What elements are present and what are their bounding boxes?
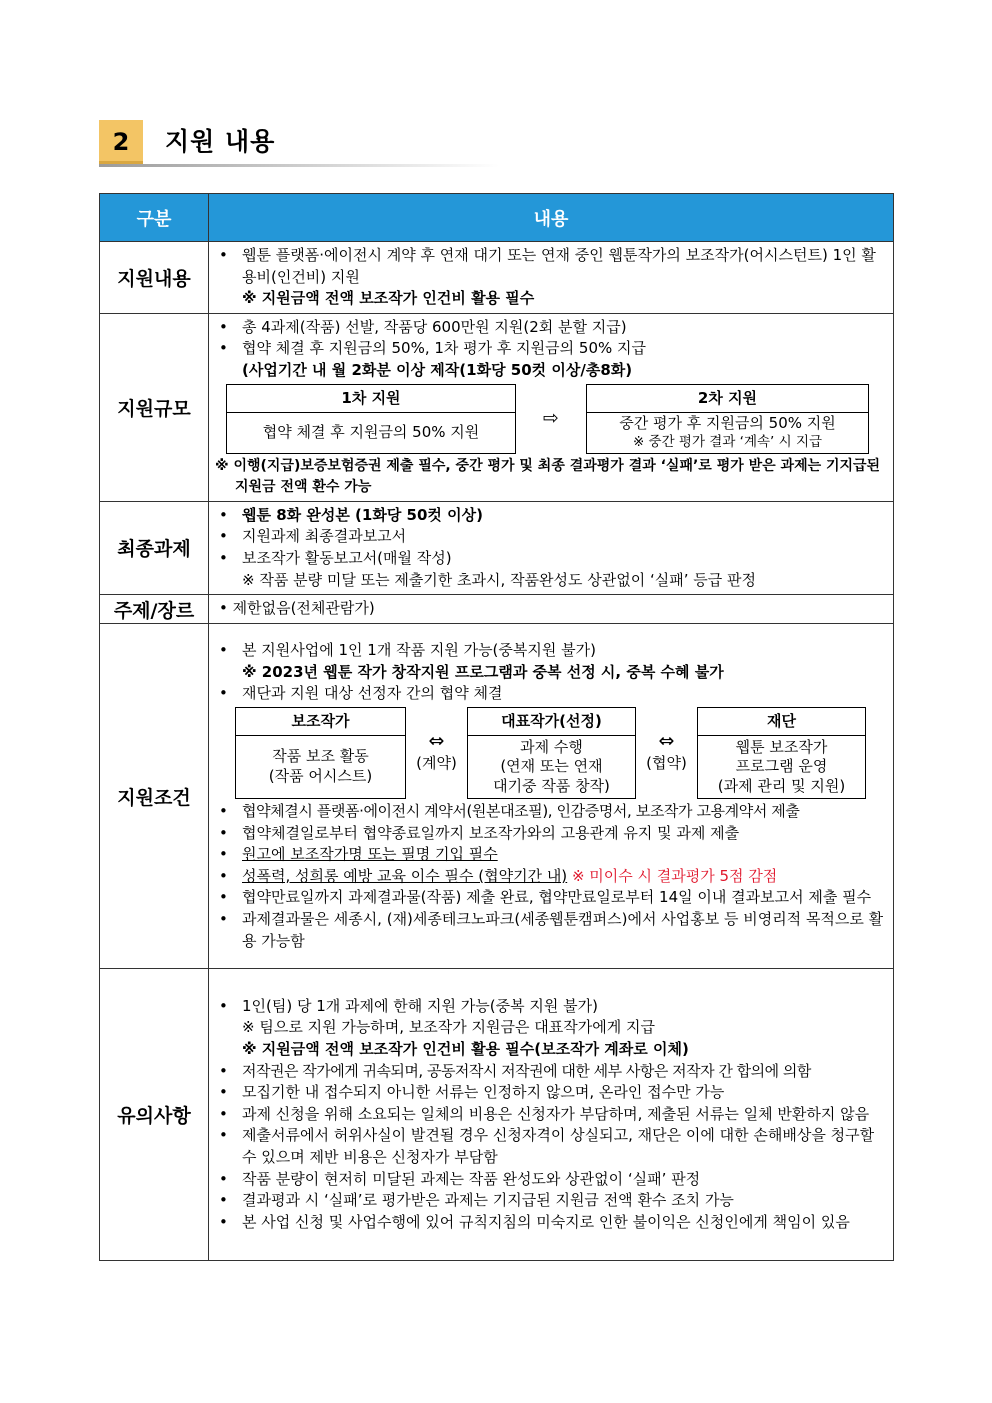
category-conditions: 지원조건 xyxy=(100,624,209,969)
list-item: • 협약체결시 플랫폼·에이전시 계약서(원본대조필), 인감증명서, 보조작가 고용계약서 제출 xyxy=(219,801,800,820)
agreement-label: (협약) xyxy=(646,753,687,772)
foundation-box: 재단 웹툰 보조작가 프로그램 운영 (과제 관리 및 지원) xyxy=(697,707,866,799)
contract-label: (계약) xyxy=(416,753,457,772)
row-final-task xyxy=(100,501,894,594)
table-header-row xyxy=(100,194,894,242)
box-title: 1차 지원 xyxy=(227,385,515,413)
box-title: 보조작가 xyxy=(236,708,405,736)
list-item: • 협약 체결 후 지원금의 50%, 1차 평가 후 지원금의 50% 지급 xyxy=(219,339,646,358)
list-item: • 웹툰 8화 완성본 (1화당 50컷 이상) xyxy=(219,505,483,524)
list-item: • 보조작가 활동보고서(매월 작성) xyxy=(219,548,452,567)
list-item: • 성폭력, 성희롱 예방 교육 이수 필수 (협약기간 내) ※ 미이수 시 결과평가 5점 감점 xyxy=(219,866,778,885)
content-theme xyxy=(209,595,894,624)
sub-note: (사업기간 내 월 2화분 이상 제작(1화당 50컷 이상/총8화) xyxy=(242,361,633,380)
list-item: • 협약체결일로부터 협약종료일까지 보조작가와의 고용관계 유지 및 과제 제출 xyxy=(219,823,740,842)
list-item: • 저작권은 작가에게 귀속되며, 공동저작시 저작권에 대한 세부 사항은 저작자 간 합의에 의함 xyxy=(219,1061,811,1080)
list-item: • 본 지원사업에 1인 1개 작품 지원 가능(중복지원 불가) xyxy=(219,641,596,660)
category-support-scale: 지원규모 xyxy=(100,313,209,501)
list-item: • 원고에 보조작가명 또는 필명 기입 필수 xyxy=(219,845,498,864)
note: ※ 지원금액 전액 보조작가 인건비 활용 필수 xyxy=(242,289,535,308)
assistant-box: 보조작가 작품 보조 활동 (작품 어시스트) xyxy=(235,707,406,799)
list-item: • 결과평과 시 ‘실패’로 평가받은 과제는 기지급된 지원금 전액 환수 조치 가능 xyxy=(219,1191,734,1210)
content-conditions xyxy=(209,624,894,969)
note: ※ 지원금액 전액 보조작가 인건비 활용 필수(보조작가 계좌로 이체) xyxy=(242,1040,689,1059)
list-item: • 웹툰 플랫폼·에이전시 계약 후 연재 대기 또는 연재 중인 웹툰작가의 보조작가(어시스턴트) 1인 활용비(인건비) 지원 xyxy=(219,246,876,286)
support-table xyxy=(99,193,894,1261)
note: ※ 이행(지급)보증보험증권 제출 필수, 중간 평가 및 최종 결과평가 결과 ‘실패’로 평가 받은 과제는 기지급된 지원금 전액 환수 가능 xyxy=(215,457,881,495)
list-item: • 재단과 지원 대상 선정자 간의 협약 체결 xyxy=(219,684,503,703)
row-support-scale xyxy=(100,313,894,501)
list-item: • 과제 신청을 위해 소요되는 일체의 비용은 신청자가 부담하며, 제출된 서류는 일체 반환하지 않음 xyxy=(219,1104,870,1123)
section-heading xyxy=(99,120,499,166)
category-support-content: 지원내용 xyxy=(100,242,209,314)
note: ※ 작품 분량 미달 또는 제출기한 초과시, 작품완성도 상관없이 ‘실패’ 등급 판정 xyxy=(242,570,757,589)
content-support-content xyxy=(209,242,894,314)
category-final-task: 최종과제 xyxy=(100,501,209,594)
content-final-task xyxy=(209,501,894,594)
note: ※ 2023년 웹툰 작가 창작지원 프로그램과 중복 선정 시, 중복 수혜 불가 xyxy=(242,662,724,681)
box-body: 중간 평가 후 지원금의 50% 지원 xyxy=(619,414,836,433)
category-notes: 유의사항 xyxy=(100,969,209,1261)
row-theme xyxy=(100,595,894,624)
payment-flow xyxy=(226,384,885,454)
box-title: 재단 xyxy=(698,708,865,736)
list-item: • 과제결과물은 세종시, (재)세종테크노파크(세종웹툰캠퍼스)에서 사업홍보 등 비영리적 목적으로 활용 가능함 xyxy=(219,909,884,950)
box-title: 대표작가(선정) xyxy=(468,708,635,736)
note: ※ 팀으로 지원 가능하며, 보조작가 지원금은 대표작가에게 지급 xyxy=(242,1018,655,1037)
header-content: 내용 xyxy=(209,194,894,242)
double-arrow-icon: ⇔ xyxy=(428,730,445,753)
list-item: • 제한없음(전체관람가) xyxy=(219,599,375,618)
row-notes xyxy=(100,969,894,1261)
double-arrow-icon: ⇔ xyxy=(658,730,675,753)
first-payment-box xyxy=(226,384,516,454)
list-item: • 지원과제 최종결과보고서 xyxy=(219,527,407,546)
row-conditions xyxy=(100,624,894,969)
section-title: 지원 내용 xyxy=(165,127,276,156)
list-item: • 작품 분량이 현저히 미달된 과제는 작품 완성도와 상관없이 ‘실패’ 판정 xyxy=(219,1169,701,1188)
lead-artist-box: 대표작가(선정) 과제 수행 (연재 또는 연재 대기중 작품 창작) xyxy=(467,707,636,799)
row-support-content xyxy=(100,242,894,314)
box-title: 2차 지원 xyxy=(587,385,868,413)
category-theme: 주제/장르 xyxy=(100,595,209,624)
content-notes xyxy=(209,969,894,1261)
contract-flow xyxy=(235,707,885,799)
list-item: • 제출서류에서 허위사실이 발견될 경우 신청자격이 상실되고, 재단은 이에 대한 손해배상을 청구할 수 있으며 제반 비용은 신청자가 부담함 xyxy=(219,1126,875,1167)
section-number: 2 xyxy=(99,120,143,164)
list-item: • 협약만료일까지 과제결과물(작품) 제출 완료, 협약만료일로부터 14일 이내 결과보고서 제출 필수 xyxy=(219,888,872,907)
content-support-scale xyxy=(209,313,894,501)
list-item: • 1인(팀) 당 1개 과제에 한해 지원 가능(중복 지원 불가) xyxy=(219,996,598,1015)
box-note: ※ 중간 평가 결과 ‘계속’ 시 지급 xyxy=(632,433,823,450)
header-category: 구분 xyxy=(100,194,209,242)
heading-underline xyxy=(99,164,499,167)
list-item: • 모집기한 내 접수되지 아니한 서류는 인정하지 않으며, 온라인 접수만 가능 xyxy=(219,1083,725,1102)
box-body: 협약 체결 후 지원금의 50% 지원 xyxy=(262,422,480,441)
list-item: • 총 4과제(작품) 선발, 작품당 600만원 지원(2회 분할 지급) xyxy=(219,317,627,336)
second-payment-box xyxy=(586,384,869,454)
list-item: • 본 사업 신청 및 사업수행에 있어 규칙지침의 미숙지로 인한 불이익은 신청인에게 책임이 있음 xyxy=(219,1212,850,1231)
right-arrow-icon: ⇨ xyxy=(543,406,559,429)
